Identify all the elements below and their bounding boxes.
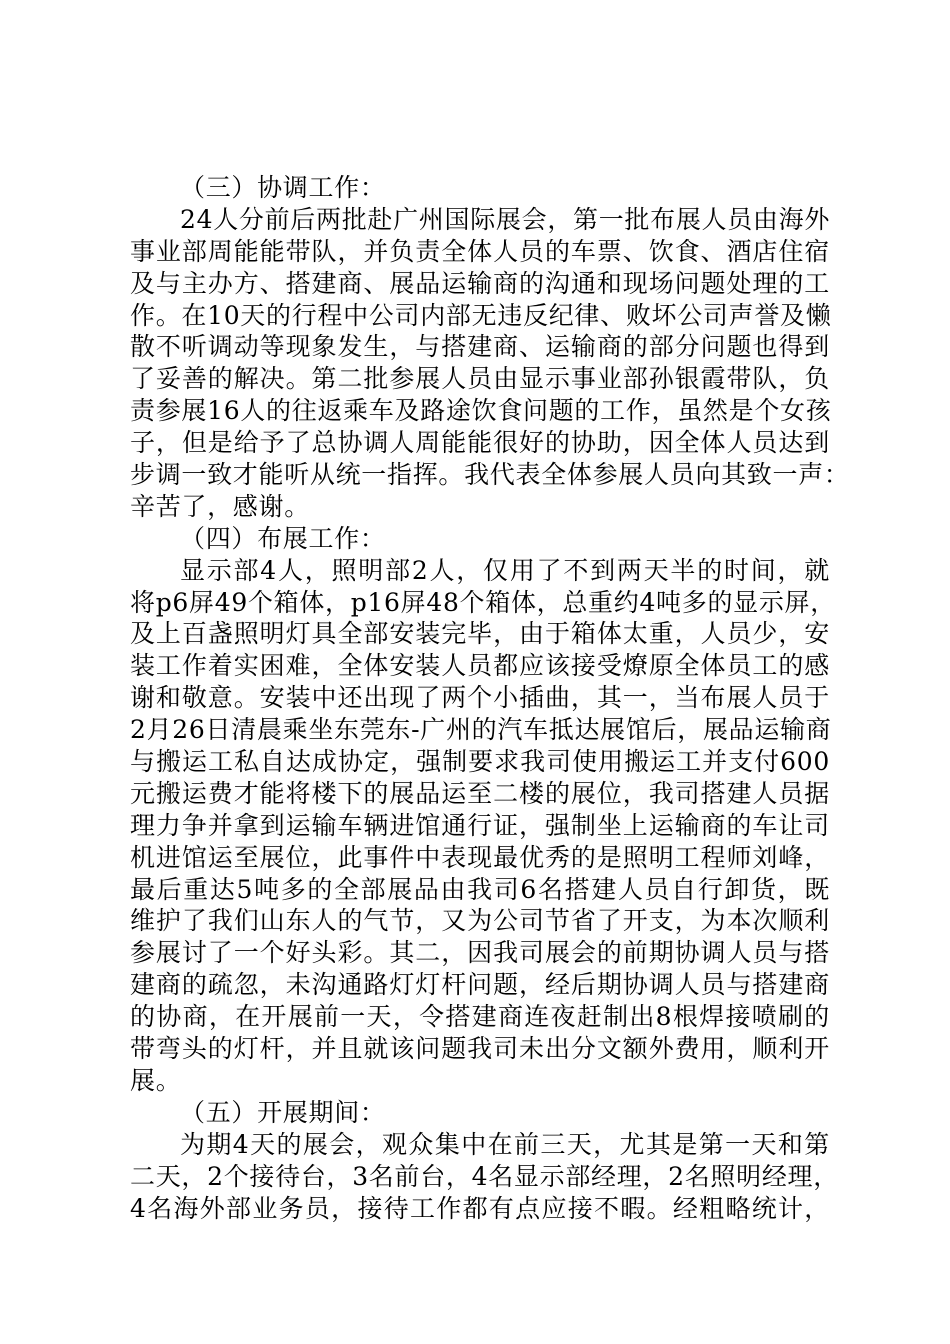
paragraph-line: 参展讨了一个好头彩。其二，因我司展会的前期协调人员与搭: [130, 938, 830, 968]
section-heading: （四）布展工作：: [180, 523, 386, 553]
paragraph-line: 散不听调动等现象发生，与搭建商、运输商的部分问题也得到: [130, 332, 830, 362]
paragraph-line: 步调一致才能听从统一指挥。我代表全体参展人员向其致一声：: [130, 460, 850, 490]
paragraph-line: 带弯头的灯杆，并且就该问题我司未出分文额外费用，顺利开: [130, 1034, 830, 1064]
paragraph-line: 谢和敬意。安装中还出现了两个小插曲，其一，当布展人员于: [130, 683, 830, 713]
paragraph-line: 及与主办方、搭建商、展品运输商的沟通和现场问题处理的工: [130, 268, 830, 298]
paragraph-line: 建商的疏忽，未沟通路灯灯杆问题，经后期协调人员与搭建商: [130, 970, 830, 1000]
paragraph-line: 显示部4人，照明部2人，仅用了不到两天半的时间，就: [180, 555, 830, 585]
paragraph-line: 责参展16人的往返乘车及路途饮食问题的工作，虽然是个女孩: [130, 396, 832, 426]
paragraph-line: 装工作着实困难，全体安装人员都应该接受燎原全体员工的感: [130, 651, 830, 681]
document-page: [130, 172, 850, 1224]
section-coordination: [130, 172, 850, 523]
paragraph-line: 事业部周能能带队，并负责全体人员的车票、饮食、酒店住宿: [130, 236, 830, 266]
paragraph-line: 24人分前后两批赴广州国际展会，第一批布展人员由海外: [180, 204, 831, 234]
paragraph-line: 的协商，在开展前一天，令搭建商连夜赶制出8根焊接喷刷的: [130, 1002, 830, 1032]
paragraph-line: 及上百盏照明灯具全部安装完毕，由于箱体太重，人员少，安: [130, 619, 830, 649]
paragraph-line: 了妥善的解决。第二批参展人员由显示事业部孙银霞带队，负: [130, 364, 830, 394]
paragraph-line: 展。: [130, 1065, 182, 1095]
section-heading: （五）开展期间：: [180, 1097, 386, 1127]
paragraph-line: 为期4天的展会，观众集中在前三天，尤其是第一天和第: [180, 1129, 830, 1159]
paragraph-line: 最后重达5吨多的全部展品由我司6名搭建人员自行卸货，既: [130, 874, 830, 904]
paragraph-line: 作。在10天的行程中公司内部无违反纪律、败坏公司声誉及懒: [130, 300, 832, 330]
paragraph-line: 理力争并拿到运输车辆进馆通行证，强制坐上运输商的车让司: [130, 810, 830, 840]
paragraph-line: 辛苦了，感谢。: [130, 491, 310, 521]
paragraph-line: 子，但是给予了总协调人周能能很好的协助，因全体人员达到: [130, 428, 830, 458]
paragraph-line: 维护了我们山东人的气节，又为公司节省了开支，为本次顺利: [130, 906, 830, 936]
paragraph-line: 2月26日清晨乘坐东莞东-广州的汽车抵达展馆后，展品运输商: [130, 715, 832, 745]
section-exhibition-period: [130, 1097, 839, 1225]
paragraph-line: 4名海外部业务员，接待工作都有点应接不暇。经粗略统计，: [130, 1193, 830, 1223]
paragraph-line: 元搬运费才能将楼下的展品运至二楼的展位，我司搭建人员据: [130, 778, 830, 808]
section-setup: [130, 523, 836, 1097]
paragraph-line: 与搬运工私自达成协定，强制要求我司使用搬运工并支付600: [130, 747, 830, 777]
paragraph-line: 机进馆运至展位，此事件中表现最优秀的是照明工程师刘峰，: [130, 842, 830, 872]
section-heading: （三）协调工作：: [180, 173, 386, 202]
paragraph-line: 二天，2个接待台，3名前台，4名显示部经理，2名照明经理，: [130, 1161, 839, 1191]
paragraph-line: 将p6屏49个箱体，p16屏48个箱体，总重约4吨多的显示屏，: [130, 587, 836, 617]
